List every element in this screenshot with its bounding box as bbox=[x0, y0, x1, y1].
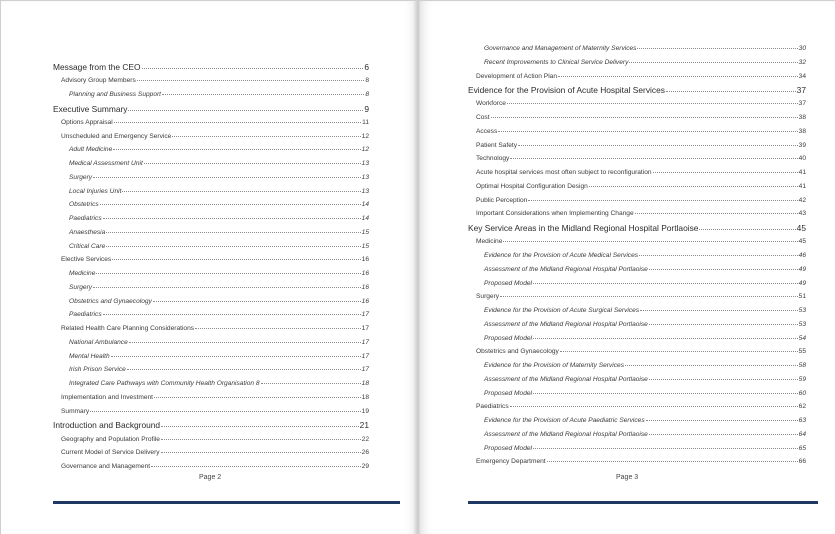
toc-entry-title: Governance and Management of Maternity Services bbox=[484, 45, 637, 52]
toc-entry-title: Current Model of Service Delivery bbox=[61, 449, 160, 457]
toc-entry[interactable] bbox=[468, 180, 806, 194]
toc-entry[interactable] bbox=[468, 139, 806, 153]
toc-entry-title: Assessment of the Midland Regional Hospital Portlaoise bbox=[484, 375, 648, 383]
toc-entry[interactable] bbox=[468, 263, 806, 277]
toc-entry-page: 15 bbox=[361, 242, 369, 250]
toc-entry-page: 22 bbox=[361, 435, 369, 443]
toc-dot-leader bbox=[649, 431, 798, 435]
toc-entry[interactable] bbox=[53, 433, 369, 447]
toc-entry-page: 21 bbox=[359, 420, 369, 431]
toc-dot-leader bbox=[106, 242, 360, 246]
toc-entry[interactable] bbox=[53, 171, 369, 185]
toc-dot-leader bbox=[128, 105, 363, 110]
toc-entry-page: 55 bbox=[798, 348, 806, 356]
toc-entry-title: Cost bbox=[476, 114, 490, 122]
toc-entry[interactable] bbox=[53, 295, 369, 309]
toc-entry-title: Paediatrics bbox=[69, 215, 102, 223]
toc-entry-title: Elective Services bbox=[61, 256, 112, 264]
toc-entry-page: 17 bbox=[361, 325, 369, 333]
toc-entry[interactable] bbox=[53, 350, 369, 364]
page-number-2: Page 2 bbox=[199, 474, 222, 481]
toc-dot-leader bbox=[172, 132, 360, 136]
page-number-3: Page 3 bbox=[616, 474, 639, 481]
toc-dot-leader bbox=[137, 77, 365, 81]
toc-entry[interactable] bbox=[53, 267, 369, 281]
toc-dot-leader bbox=[510, 155, 797, 159]
toc-entry-title: Irish Prison Service bbox=[69, 366, 126, 374]
toc-dot-leader bbox=[162, 91, 364, 95]
toc-dot-leader bbox=[113, 146, 360, 150]
toc-entry-title: Related Health Care Planning Considerations bbox=[61, 325, 195, 333]
toc-entry[interactable] bbox=[468, 70, 806, 84]
toc-entry-title: Local Injuries Unit bbox=[69, 187, 122, 195]
toc-entry-page: 63 bbox=[798, 417, 806, 425]
toc-entry-title: Evidence for the Provision of Acute Medical Services bbox=[484, 252, 639, 260]
toc-dot-leader bbox=[161, 422, 359, 427]
toc-entry-title: Public Perception bbox=[476, 196, 528, 204]
toc-dot-leader bbox=[491, 114, 798, 118]
toc-entry-page: 16 bbox=[361, 297, 369, 305]
toc-entry-page: 53 bbox=[798, 320, 806, 328]
toc-entry-title: Evidence for the Provision of Acute Hospital Services bbox=[468, 85, 665, 96]
toc-dot-leader bbox=[93, 284, 361, 288]
toc-dot-leader bbox=[533, 279, 798, 283]
toc-dot-leader bbox=[103, 215, 361, 219]
toc-entry-page: 18 bbox=[361, 393, 369, 401]
toc-entry[interactable] bbox=[53, 460, 369, 474]
toc-entry-page: 13 bbox=[361, 160, 369, 168]
toc-dot-leader bbox=[533, 444, 798, 448]
toc-entry-title: Acute hospital services most often subject to reconfiguration bbox=[476, 169, 652, 177]
toc-dot-leader bbox=[112, 256, 360, 260]
toc-entry-page: 49 bbox=[798, 279, 806, 287]
toc-dot-leader bbox=[106, 229, 360, 233]
toc-entry-title: Message from the CEO bbox=[53, 62, 141, 72]
toc-dot-leader bbox=[161, 449, 361, 453]
toc-dot-leader bbox=[528, 196, 797, 200]
toc-dot-leader bbox=[640, 307, 798, 311]
toc-entry-title: Proposed Model bbox=[484, 444, 533, 452]
toc-entry-title: Planning and Business Support bbox=[69, 90, 162, 98]
toc-entry[interactable] bbox=[468, 290, 806, 304]
toc-entry-title: Proposed Model bbox=[484, 279, 533, 287]
toc-entry-page: 45 bbox=[796, 223, 806, 234]
toc-entry-title: Geography and Population Profile bbox=[61, 435, 160, 443]
toc-dot-leader bbox=[161, 435, 361, 439]
toc-entry-title: Executive Summary bbox=[53, 103, 128, 114]
toc-entry-page: 30 bbox=[798, 45, 806, 52]
toc-dot-leader bbox=[96, 270, 360, 274]
toc-entry-page: 41 bbox=[798, 182, 806, 190]
toc-entry-page: 14 bbox=[361, 201, 369, 209]
toc-entry[interactable] bbox=[468, 318, 806, 332]
toc-entry[interactable] bbox=[468, 414, 806, 428]
toc-entry-page: 17 bbox=[361, 352, 369, 360]
toc-dot-leader bbox=[103, 311, 361, 315]
toc-entry-page: 49 bbox=[798, 265, 806, 273]
toc-entry-page: 16 bbox=[361, 283, 369, 291]
toc-entry-page: 58 bbox=[798, 362, 806, 370]
toc-entry-title: Introduction and Background bbox=[53, 420, 161, 431]
toc-entry[interactable] bbox=[53, 74, 369, 88]
toc-dot-leader bbox=[649, 266, 798, 270]
toc-dot-leader bbox=[510, 403, 798, 407]
toc-entry-page: 8 bbox=[365, 77, 369, 85]
toc-entry[interactable] bbox=[53, 88, 369, 102]
toc-entry[interactable] bbox=[53, 363, 369, 377]
toc-entry[interactable] bbox=[53, 102, 369, 116]
toc-entry-page: 66 bbox=[798, 458, 806, 466]
toc-entry-page: 37 bbox=[798, 100, 806, 108]
toc-entry-title: Medicine bbox=[69, 270, 96, 278]
toc-entry-page: 45 bbox=[798, 238, 806, 246]
toc-entry-title: Advisory Group Members bbox=[61, 77, 136, 85]
toc-entry-title: Mental Health bbox=[69, 352, 110, 360]
toc-entry-page: 42 bbox=[798, 196, 806, 204]
toc-entry-page: 29 bbox=[361, 463, 369, 471]
toc-entry-page: 26 bbox=[361, 449, 369, 457]
toc-dot-leader bbox=[547, 458, 798, 462]
toc-entry-page: 9 bbox=[364, 103, 369, 114]
footer-rule-right bbox=[468, 501, 818, 504]
toc-entry-title: Proposed Model bbox=[484, 334, 533, 342]
toc-dot-leader bbox=[653, 169, 798, 173]
toc-entry-page: 8 bbox=[365, 90, 369, 98]
toc-entry-page: 11 bbox=[362, 118, 369, 126]
toc-entry[interactable] bbox=[468, 387, 806, 401]
toc-dot-leader bbox=[500, 293, 798, 297]
toc-entry-title: Obstetrics and Gynaecology bbox=[69, 297, 152, 305]
toc-entry-page: 46 bbox=[798, 252, 806, 260]
toc-entry[interactable] bbox=[468, 111, 806, 125]
toc-entry[interactable] bbox=[53, 308, 369, 322]
toc-entry-page: 13 bbox=[361, 187, 369, 195]
toc-left bbox=[53, 60, 369, 474]
toc-entry-title: Assessment of the Midland Regional Hospital Portlaoise bbox=[484, 320, 648, 328]
toc-entry-title: Proposed Model bbox=[484, 389, 533, 397]
toc-dot-leader bbox=[100, 201, 361, 205]
toc-entry-page: 38 bbox=[798, 127, 806, 135]
toc-entry[interactable] bbox=[468, 304, 806, 318]
toc-entry-title: Obstetrics and Gynaecology bbox=[476, 348, 559, 356]
toc-entry-page: 51 bbox=[798, 293, 806, 301]
toc-entry[interactable] bbox=[468, 249, 806, 263]
toc-entry-title: Adult Medicine bbox=[69, 146, 113, 154]
toc-entry[interactable] bbox=[53, 281, 369, 295]
toc-dot-leader bbox=[637, 45, 797, 49]
toc-dot-leader bbox=[649, 376, 798, 380]
toc-entry-title: Development of Action Plan bbox=[476, 72, 558, 80]
toc-entry-title: Workforce bbox=[476, 100, 506, 108]
toc-entry-page: 17 bbox=[361, 338, 369, 346]
footer-rule-left bbox=[53, 501, 400, 504]
toc-entry-page: 64 bbox=[798, 430, 806, 438]
toc-right bbox=[468, 42, 806, 469]
toc-entry[interactable] bbox=[468, 442, 806, 456]
toc-dot-leader bbox=[153, 297, 361, 301]
toc-dot-leader bbox=[151, 463, 361, 467]
toc-entry-title: Patient Safety bbox=[476, 141, 518, 149]
toc-dot-leader bbox=[558, 72, 798, 76]
toc-entry-title: Important Considerations when Implementing Change bbox=[476, 210, 634, 218]
toc-entry-page: 15 bbox=[361, 228, 369, 236]
toc-entry[interactable] bbox=[53, 60, 369, 74]
toc-entry-page: 65 bbox=[798, 444, 806, 452]
toc-entry-title: Medical Assessment Unit bbox=[69, 160, 143, 168]
toc-dot-leader bbox=[639, 252, 798, 256]
toc-entry-page: 34 bbox=[798, 72, 806, 80]
toc-entry-title: Paediatrics bbox=[69, 311, 102, 319]
toc-entry-title: Key Service Areas in the Midland Regional Hospital Portlaoise bbox=[468, 223, 699, 234]
toc-entry[interactable] bbox=[468, 207, 806, 221]
toc-entry-page: 12 bbox=[361, 132, 369, 140]
toc-entry-page: 17 bbox=[361, 366, 369, 374]
toc-entry[interactable] bbox=[53, 405, 369, 419]
toc-entry-page: 39 bbox=[798, 141, 806, 149]
toc-entry[interactable] bbox=[53, 226, 369, 240]
toc-entry[interactable] bbox=[468, 194, 806, 208]
toc-entry[interactable] bbox=[468, 56, 806, 70]
toc-entry[interactable] bbox=[468, 166, 806, 180]
toc-entry-title: Surgery bbox=[69, 283, 93, 291]
toc-entry-page: 32 bbox=[798, 58, 806, 66]
toc-entry[interactable] bbox=[468, 152, 806, 166]
toc-entry-page: 62 bbox=[798, 403, 806, 411]
toc-entry-title: Anaesthesia bbox=[69, 228, 106, 236]
toc-dot-leader bbox=[129, 339, 361, 343]
toc-entry[interactable] bbox=[53, 336, 369, 350]
toc-dot-leader bbox=[154, 394, 361, 398]
toc-entry[interactable] bbox=[468, 97, 806, 111]
toc-entry-page: 13 bbox=[361, 173, 369, 181]
toc-entry-page: 6 bbox=[364, 62, 369, 72]
toc-dot-leader bbox=[649, 321, 798, 325]
toc-entry[interactable] bbox=[468, 42, 806, 56]
toc-dot-leader bbox=[261, 380, 361, 384]
toc-dot-leader bbox=[507, 100, 798, 104]
toc-entry[interactable] bbox=[53, 116, 369, 130]
toc-entry-page: 53 bbox=[798, 307, 806, 315]
toc-entry-page: 43 bbox=[798, 210, 806, 218]
toc-entry[interactable] bbox=[53, 157, 369, 171]
toc-dot-leader bbox=[142, 64, 364, 69]
toc-entry-page: 17 bbox=[361, 311, 369, 319]
toc-dot-leader bbox=[646, 417, 798, 421]
toc-entry-title: Implementation and Investment bbox=[61, 393, 153, 401]
toc-entry-page: 60 bbox=[798, 389, 806, 397]
toc-entry-title: Options Appraisal bbox=[61, 118, 113, 126]
toc-entry-page: 41 bbox=[798, 169, 806, 177]
toc-entry[interactable] bbox=[468, 83, 806, 97]
toc-dot-leader bbox=[93, 174, 361, 178]
toc-entry[interactable] bbox=[53, 240, 369, 254]
toc-entry-title: Recent Improvements to Clinical Service Delivery bbox=[484, 58, 629, 66]
toc-entry-title: Technology bbox=[476, 155, 510, 163]
page-3[interactable] bbox=[420, 1, 835, 534]
toc-entry[interactable] bbox=[53, 198, 369, 212]
toc-entry[interactable] bbox=[468, 455, 806, 469]
toc-entry-page: 16 bbox=[361, 256, 369, 264]
toc-entry-title: Emergency Department bbox=[476, 458, 546, 466]
toc-entry-title: Governance and Management bbox=[61, 463, 151, 471]
toc-entry[interactable] bbox=[53, 377, 369, 391]
toc-entry[interactable] bbox=[468, 400, 806, 414]
toc-dot-leader bbox=[666, 87, 796, 92]
toc-entry-page: 54 bbox=[798, 334, 806, 342]
toc-entry-page: 38 bbox=[798, 114, 806, 122]
page-2[interactable] bbox=[1, 1, 417, 534]
toc-entry[interactable] bbox=[468, 359, 806, 373]
toc-entry-title: Evidence for the Provision of Acute Paediatric Services bbox=[484, 417, 645, 425]
toc-entry[interactable] bbox=[468, 277, 806, 291]
toc-dot-leader bbox=[635, 210, 798, 214]
toc-entry-title: National Ambulance bbox=[69, 338, 128, 346]
toc-entry[interactable] bbox=[468, 345, 806, 359]
toc-entry-title: Access bbox=[476, 127, 498, 135]
toc-entry[interactable] bbox=[53, 185, 369, 199]
toc-dot-leader bbox=[111, 352, 361, 356]
toc-entry[interactable] bbox=[468, 125, 806, 139]
toc-entry[interactable] bbox=[53, 253, 369, 267]
toc-entry[interactable] bbox=[468, 235, 806, 249]
toc-entry[interactable] bbox=[468, 332, 806, 346]
toc-entry-title: Critical Care bbox=[69, 242, 106, 250]
toc-entry-title: Paediatrics bbox=[476, 403, 509, 411]
toc-dot-leader bbox=[629, 58, 797, 62]
toc-entry-page: 37 bbox=[796, 85, 806, 96]
toc-entry-title: Assessment of the Midland Regional Hospital Portlaoise bbox=[484, 430, 648, 438]
toc-entry[interactable] bbox=[53, 212, 369, 226]
toc-dot-leader bbox=[114, 119, 361, 123]
toc-entry-title: Surgery bbox=[69, 173, 93, 181]
toc-entry-title: Integrated Care Pathways with Community Health Organisation 8 bbox=[69, 380, 260, 388]
toc-entry[interactable] bbox=[468, 373, 806, 387]
toc-entry[interactable] bbox=[53, 322, 369, 336]
toc-dot-leader bbox=[533, 334, 798, 338]
toc-entry-title: Summary bbox=[61, 407, 90, 415]
toc-entry-page: 16 bbox=[361, 270, 369, 278]
toc-dot-leader bbox=[127, 366, 361, 370]
toc-dot-leader bbox=[498, 128, 797, 132]
toc-entry-title: Obstetrics bbox=[69, 201, 99, 209]
toc-entry[interactable] bbox=[468, 428, 806, 442]
toc-dot-leader bbox=[90, 407, 360, 411]
toc-entry-page: 40 bbox=[798, 155, 806, 163]
toc-entry-page: 12 bbox=[361, 146, 369, 154]
toc-entry-page: 59 bbox=[798, 375, 806, 383]
toc-dot-leader bbox=[144, 160, 361, 164]
toc-entry-title: Assessment of the Midland Regional Hospital Portlaoise bbox=[484, 265, 648, 273]
toc-entry[interactable] bbox=[53, 130, 369, 144]
toc-dot-leader bbox=[560, 348, 798, 352]
toc-entry-title: Evidence for the Provision of Maternity Services bbox=[484, 362, 624, 370]
toc-entry[interactable] bbox=[53, 143, 369, 157]
toc-dot-leader bbox=[533, 389, 798, 393]
toc-dot-leader bbox=[589, 183, 798, 187]
toc-entry-title: Optimal Hospital Configuration Design bbox=[476, 182, 588, 190]
toc-entry-title: Surgery bbox=[476, 293, 500, 301]
toc-entry[interactable] bbox=[53, 446, 369, 460]
toc-entry-page: 14 bbox=[361, 215, 369, 223]
toc-dot-leader bbox=[625, 362, 798, 366]
toc-entry-title: Evidence for the Provision of Acute Surgical Services bbox=[484, 307, 640, 315]
toc-entry-page: 18 bbox=[361, 380, 369, 388]
toc-entry[interactable] bbox=[53, 391, 369, 405]
toc-entry[interactable] bbox=[468, 221, 806, 235]
toc-dot-leader bbox=[518, 141, 798, 145]
toc-entry-page: 19 bbox=[361, 407, 369, 415]
toc-dot-leader bbox=[122, 187, 360, 191]
toc-dot-leader bbox=[195, 325, 361, 329]
toc-dot-leader bbox=[503, 238, 797, 242]
toc-entry-title: Medicine bbox=[476, 238, 503, 246]
toc-entry-title: Unscheduled and Emergency Service bbox=[61, 132, 172, 140]
toc-entry[interactable] bbox=[53, 418, 369, 432]
toc-dot-leader bbox=[699, 225, 795, 230]
